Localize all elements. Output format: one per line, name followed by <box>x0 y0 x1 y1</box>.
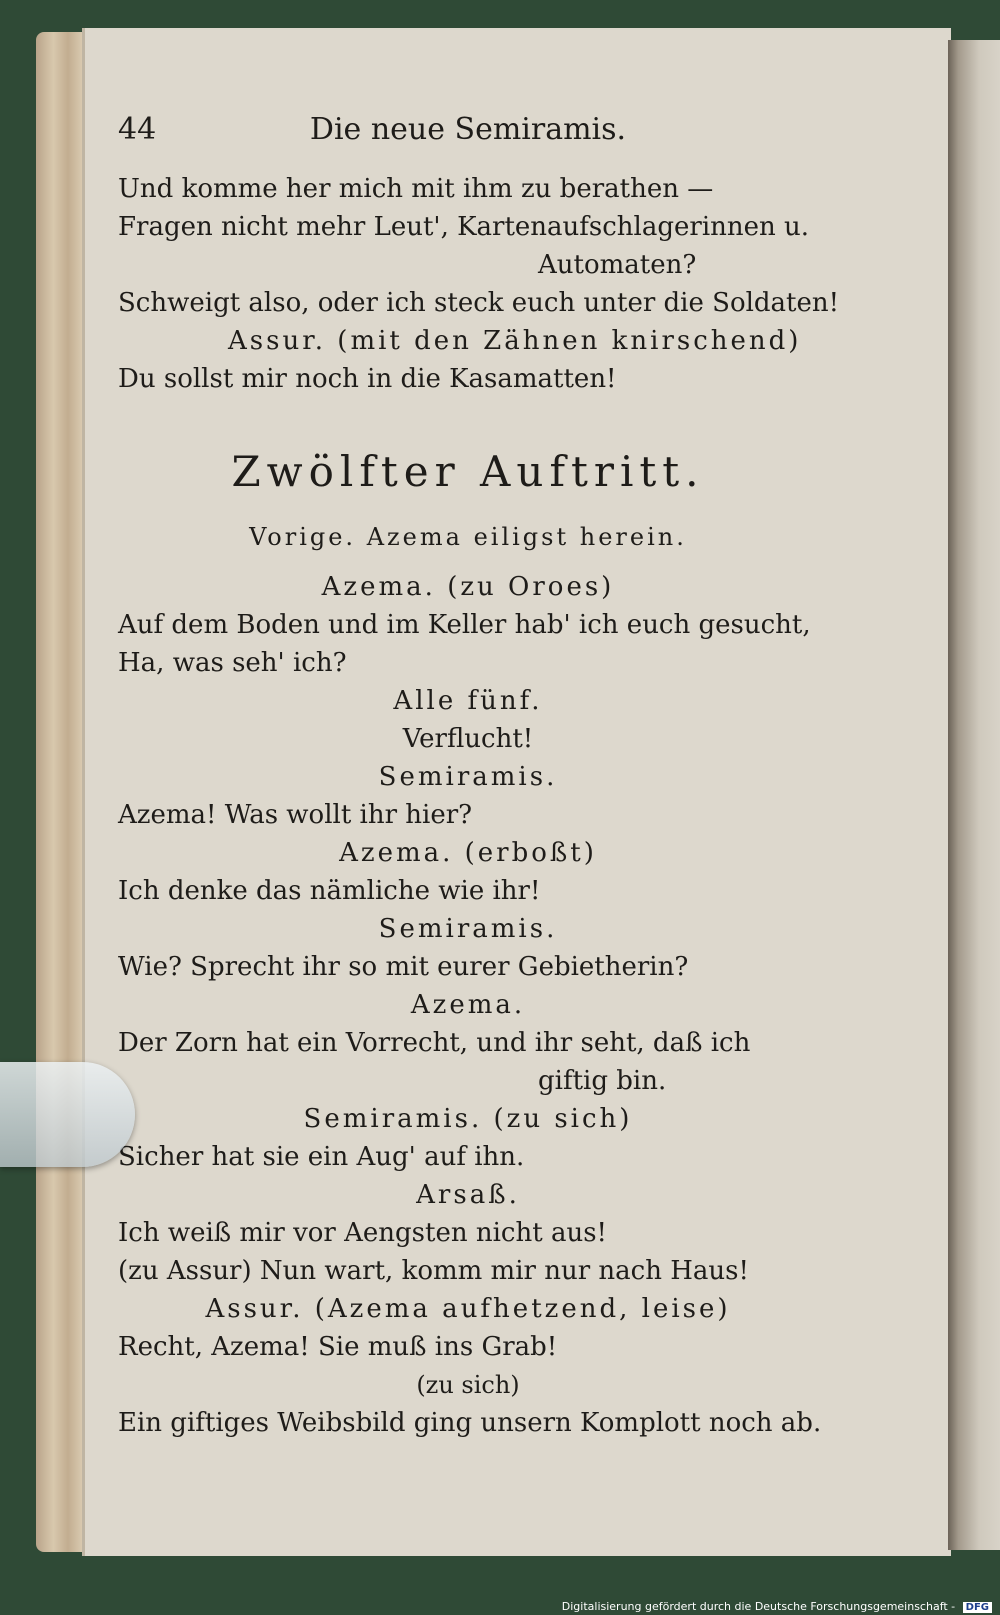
speaker-line: Arsaß. <box>416 1180 520 1210</box>
speaker-line: Semiramis. (zu sich) <box>303 1104 633 1134</box>
text-line: Schweigt also, oder ich steck euch unter die Soldaten! <box>118 288 840 318</box>
spacer <box>118 556 818 568</box>
text-line: Ha, was seh' ich? <box>118 648 347 678</box>
dfg-logo: DFG <box>963 1602 992 1613</box>
speaker-line: Semiramis. <box>378 914 558 944</box>
text-line: Automaten? <box>538 250 697 280</box>
scene-title: Zwölfter Auftritt. <box>231 447 705 496</box>
text-line: Recht, Azema! Sie muß ins Grab! <box>118 1332 558 1362</box>
speaker-line: Assur. (Azema aufhetzend, leise) <box>205 1294 731 1324</box>
text-line: Wie? Sprecht ihr so mit eurer Gebietherin? <box>118 952 689 982</box>
text-line: Ein giftiges Weibsbild ging unsern Komplott noch ab. <box>118 1408 822 1438</box>
text-line: Ich weiß mir vor Aengsten nicht aus! <box>118 1218 607 1248</box>
speaker-line: Azema. (erboßt) <box>339 838 597 868</box>
text-line: (zu Assur) Nun wart, komm mir nur nach Haus! <box>118 1256 749 1286</box>
text-line: Ich denke das nämliche wie ihr! <box>118 876 541 906</box>
page-text <box>118 170 840 1442</box>
page-number: 44 <box>118 112 157 147</box>
stage-direction: (zu sich) <box>416 1371 520 1399</box>
running-title: Die neue Semiramis. <box>309 112 627 147</box>
page-header <box>118 112 818 152</box>
text-line: Sicher hat sie ein Aug' auf ihn. <box>118 1142 525 1172</box>
speaker-line: Azema. <box>410 990 526 1020</box>
text-line: Und komme her mich mit ihm zu berathen — <box>118 174 714 204</box>
speaker-line: Azema. (zu Oroes) <box>321 572 615 602</box>
page-clip <box>0 1062 135 1167</box>
text-line: Du sollst mir noch in die Kasamatten! <box>118 364 617 394</box>
text-line: giftig bin. <box>538 1066 667 1096</box>
speaker-line: Assur. (mit den Zähnen knirschend) <box>228 326 802 356</box>
footer-text: Digitalisierung gefördert durch die Deutsche Forschungsgemeinschaft - <box>561 1600 956 1613</box>
text-line: Der Zorn hat ein Vorrecht, und ihr seht, daß ich <box>118 1028 751 1058</box>
text-line: Azema! Was wollt ihr hier? <box>118 800 473 830</box>
text-line: Verflucht! <box>402 724 534 754</box>
text-line: Fragen nicht mehr Leut', Kartenaufschlagerinnen u. <box>118 212 810 242</box>
speaker-line: Semiramis. <box>378 762 558 792</box>
scene-direction: Vorige. Azema eiligst herein. <box>249 523 687 551</box>
text-line: Auf dem Boden und im Keller hab' ich euch gesucht, <box>118 610 811 640</box>
next-page-edge <box>948 40 1000 1550</box>
speaker-line: Alle fünf. <box>393 686 543 716</box>
digitization-footer <box>562 1600 992 1613</box>
